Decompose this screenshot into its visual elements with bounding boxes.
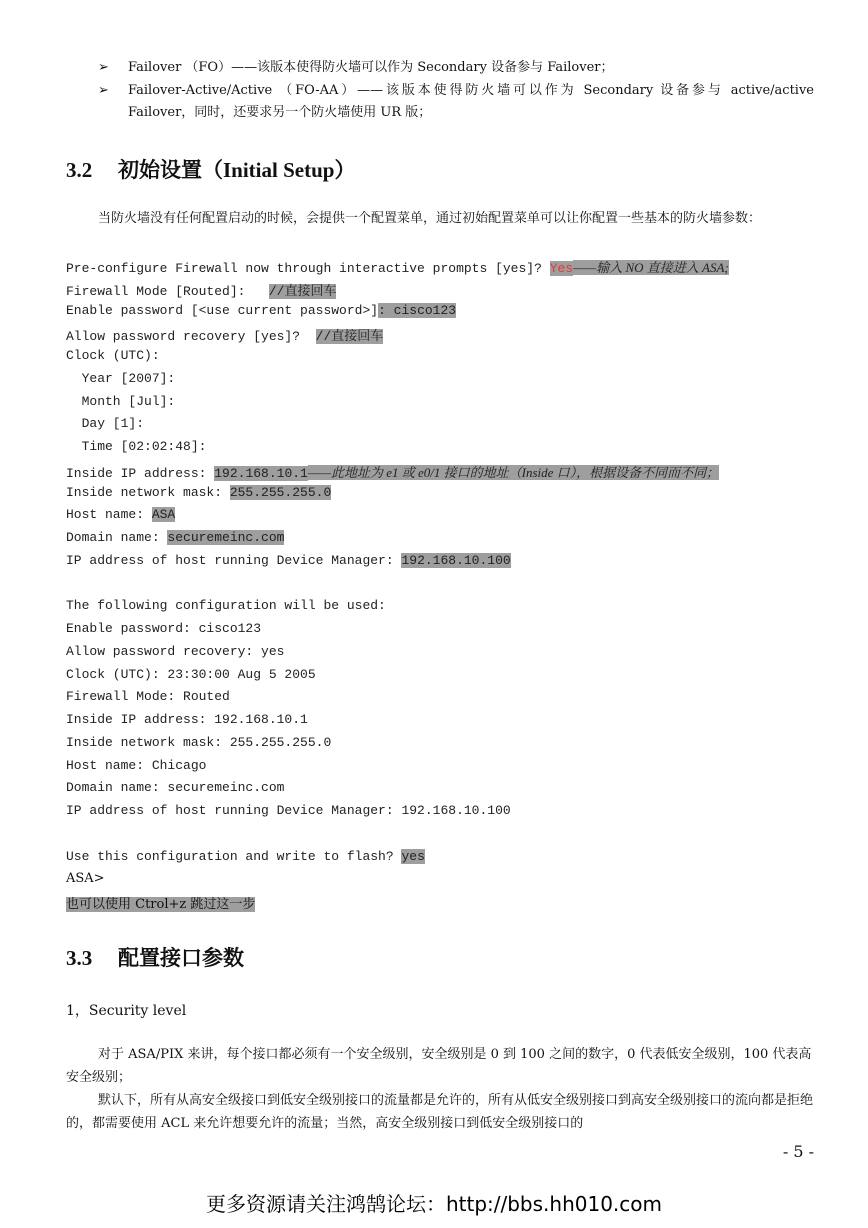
bullet-marker: ➢ <box>98 83 109 98</box>
answer: 192.168.10.100 <box>401 553 511 568</box>
prompt: Domain name: <box>66 530 168 545</box>
summary-line: Firewall Mode: Routed <box>66 689 230 704</box>
bullet-item-foaa-line2: Failover，同时，还要求另一个防火墙使用 UR 版； <box>128 105 432 120</box>
dialog-line <box>66 507 175 522</box>
summary-line: Inside IP address: 192.168.10.1 <box>66 712 308 727</box>
dialog-line <box>66 303 456 318</box>
answer: ASA <box>151 507 176 522</box>
dialog-line <box>66 530 284 545</box>
summary-line: Enable password: cisco123 <box>66 621 262 636</box>
prompt: Firewall Mode [Routed]: <box>66 284 269 299</box>
bullet-item-foaa-line1: Failover-Active/Active （FO-AA）——该版本使得防火墙可以作为 Secondary 设备参与 active/active <box>128 83 814 98</box>
asa-prompt: ASA> <box>66 871 105 886</box>
dialog-line <box>66 257 729 276</box>
section-heading-3-3 <box>66 942 244 972</box>
answer: : cisco123 <box>378 303 457 318</box>
summary-line: Host name: Chicago <box>66 758 207 773</box>
dialog-line: Clock (UTC): <box>66 348 160 363</box>
summary-line: The following configuration will be used: <box>66 598 386 613</box>
skip-note: 也可以使用 Ctrol+z 跳过这一步 <box>66 897 256 912</box>
prompt: Pre-configure Firewall now through interactive prompts [yes]? <box>66 261 550 276</box>
skip-note-wrap <box>66 893 255 912</box>
write-prompt-line <box>66 849 425 864</box>
prompt: Inside IP address: <box>66 466 215 481</box>
section-number: 3.2 <box>66 158 93 182</box>
dialog-line <box>66 462 719 481</box>
summary-line: IP address of host running Device Manager: 192.168.10.100 <box>66 803 511 818</box>
section-title: 配置接口参数 <box>118 946 244 970</box>
prompt: Use this configuration and write to flash? <box>66 849 402 864</box>
paragraph-security-level: 对于 ASA/PIX 来讲，每个接口都必须有一个安全级别，安全级别是 0 到 100 之间的数字，0 代表低安全级别，100 代表高安全级别； <box>66 1047 812 1085</box>
bullet-item-fo: Failover （FO）——该版本使得防火墙可以作为 Secondary 设备参与 Failover； <box>128 60 614 75</box>
dialog-line <box>66 325 383 344</box>
dialog-line: Year [2007]: <box>66 371 176 386</box>
note: ——输入 NO 直接进入 ASA; <box>573 260 729 275</box>
answer: yes <box>401 849 425 864</box>
dialog-line: Time [02:02:48]: <box>66 439 207 454</box>
note: //直接回车 <box>315 329 384 344</box>
dialog-line: Day [1]: <box>66 416 145 431</box>
note: //直接回车 <box>268 284 337 299</box>
footer-banner: 更多资源请关注鸿鹄论坛：http://bbs.hh010.com <box>205 1192 663 1216</box>
summary-line: Clock (UTC): 23:30:00 Aug 5 2005 <box>66 667 316 682</box>
dialog-line <box>66 553 511 568</box>
prompt: IP address of host running Device Manager: <box>66 553 402 568</box>
intro-paragraph: 当防火墙没有任何配置启动的时候，会提供一个配置菜单，通过初始配置菜单可以让你配置一些基本的防火墙参数： <box>98 211 762 226</box>
page-number: - 5 - <box>782 1142 814 1161</box>
bullet-marker: ➢ <box>98 60 109 75</box>
section-number: 3.3 <box>66 946 93 970</box>
dialog-line <box>66 485 331 500</box>
prompt: Allow password recovery [yes]? <box>66 329 316 344</box>
note: ——此地址为 e1 或 e0/1 接口的地址（Inside 口），根据设备不同而不同； <box>307 465 720 480</box>
answer: 192.168.10.1 <box>214 466 308 481</box>
answer: 255.255.255.0 <box>229 485 332 500</box>
section-title: 初始设置（Initial Setup） <box>118 158 356 182</box>
prompt: Inside network mask: <box>66 485 230 500</box>
summary-line: Inside network mask: 255.255.255.0 <box>66 735 332 750</box>
paragraph-default-flow: 默认下，所有从高安全级接口到低安全级别接口的流量都是允许的，所有从低安全级别接口到高安全级别接口的流向都是拒绝的，都需要使用 ACL 来允许想要允许的流量；当然，高安全级别接口到低安全级别接口的 <box>66 1093 814 1131</box>
dialog-line <box>66 280 336 299</box>
answer: Yes <box>549 261 574 276</box>
prompt: Host name: <box>66 507 152 522</box>
answer: securemeinc.com <box>167 530 285 545</box>
section-heading-3-2 <box>66 154 355 184</box>
summary-line: Domain name: securemeinc.com <box>66 780 285 795</box>
dialog-line: Month [Jul]: <box>66 394 176 409</box>
sub-heading-security-level: 1，Security level <box>66 1003 187 1019</box>
summary-line: Allow password recovery: yes <box>66 644 285 659</box>
prompt: Enable password [<use current password>] <box>66 303 379 318</box>
